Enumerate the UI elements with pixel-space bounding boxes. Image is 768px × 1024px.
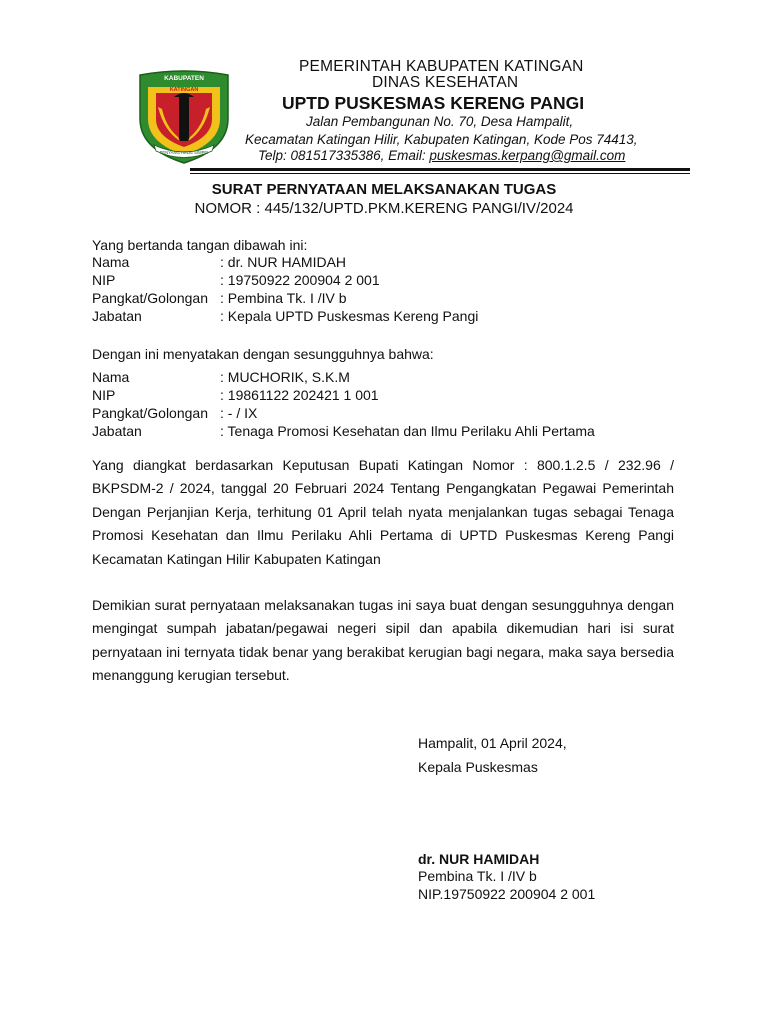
logo-motto: PENYANG HINJE SIMPEI xyxy=(159,150,209,155)
field-value: : Tenaga Promosi Kesehatan dan Ilmu Perilaku Ahli Pertama xyxy=(220,423,595,439)
field-value: : 19750922 200904 2 001 xyxy=(220,272,380,288)
header-government: PEMERINTAH KABUPATEN KATINGAN xyxy=(299,58,584,75)
signer-nip-row xyxy=(92,272,692,290)
field-label: NIP xyxy=(92,387,116,403)
field-label: Pangkat/Golongan xyxy=(92,405,208,421)
header-address-line2: Kecamatan Katingan Hilir, Kabupaten Katingan, Kode Pos 74413, xyxy=(245,132,638,147)
field-label: NIP xyxy=(92,272,116,288)
employee-position-row xyxy=(92,423,692,441)
body-paragraph-appointment: Yang diangkat berdasarkan Keputusan Bupati Katingan Nomor : 800.1.2.5 / 232.96 / BKPSDM-2 / 2024, tanggal 20 Februari 2024 Tentang Pengangkatan Pegawai Pemerintah Dengan Perjanjian Kerja, terhitung 01 April telah nyata menjalankan tugas sebagai Tenaga Promosi Kesehatan dan Ilmu Perilaku Ahli Pertama di UPTD Puskesmas Kereng Pangi Kecamatan Katingan Hilir Kabupaten Katingan xyxy=(92,457,674,567)
field-value: : dr. NUR HAMIDAH xyxy=(220,254,347,270)
field-value: : Pembina Tk. I /IV b xyxy=(220,290,347,306)
field-value: : - / IX xyxy=(220,405,258,421)
header-rule-thin xyxy=(190,173,690,174)
logo-sub-text: KATINGAN xyxy=(169,87,199,93)
regency-logo xyxy=(134,67,234,165)
intro-text: Yang bertanda tangan dibawah ini: xyxy=(92,237,308,253)
header-email-link[interactable]: puskesmas.kerpang@gmail.com xyxy=(429,148,626,163)
field-label: Pangkat/Golongan xyxy=(92,290,208,306)
field-value: : Kepala UPTD Puskesmas Kereng Pangi xyxy=(220,308,479,324)
header-address-line1: Jalan Pembangunan No. 70, Desa Hampalit, xyxy=(306,114,574,129)
field-label: Jabatan xyxy=(92,423,142,439)
header-rule-thick xyxy=(190,168,690,171)
signature-place-date: Hampalit, 01 April 2024, xyxy=(418,735,567,751)
employee-rank-row xyxy=(92,405,692,423)
field-label: Nama xyxy=(92,369,130,385)
body-paragraph-closing: Demikian surat pernyataan melaksanakan tugas ini saya buat dengan sesungguhnya dengan mengingat sumpah jabatan/pegawai negeri sipil dan apabila dikemudian hari isi surat pernyataan ini ternyata tidak benar yang berakibat kerugian bagi negara, maka saya bersedia menanggung kerugian tersebut. xyxy=(92,597,674,684)
header-contact xyxy=(258,148,625,163)
field-value: : 19861122 202421 1 001 xyxy=(220,387,379,403)
header-department: DINAS KESEHATAN xyxy=(372,74,519,91)
letter-title: SURAT PERNYATAAN MELAKSANAKAN TUGAS xyxy=(211,181,557,198)
statement-text: Dengan ini menyatakan dengan sesungguhnya bahwa: xyxy=(92,346,434,362)
signature-position: Kepala Puskesmas xyxy=(418,759,538,775)
employee-nip-row xyxy=(92,387,692,405)
field-value: : MUCHORIK, S.K.M xyxy=(220,369,350,385)
signature-rank: Pembina Tk. I /IV b xyxy=(418,868,537,884)
letter-number: NOMOR : 445/132/UPTD.PKM.KERENG PANGI/IV/2024 xyxy=(194,200,574,217)
logo-top-text: KABUPATEN xyxy=(164,75,204,82)
signature-name: dr. NUR HAMIDAH xyxy=(418,851,540,867)
signer-name-row xyxy=(92,254,692,272)
employee-name-row xyxy=(92,369,692,387)
header-institution: UPTD PUSKESMAS KERENG PANGI xyxy=(282,93,585,113)
signature-nip: NIP.19750922 200904 2 001 xyxy=(418,886,596,902)
signer-rank-row xyxy=(92,290,692,308)
field-label: Nama xyxy=(92,254,130,270)
signer-position-row xyxy=(92,308,692,326)
field-label: Jabatan xyxy=(92,308,142,324)
header-phone: Telp: 081517335386, Email: xyxy=(258,148,430,163)
